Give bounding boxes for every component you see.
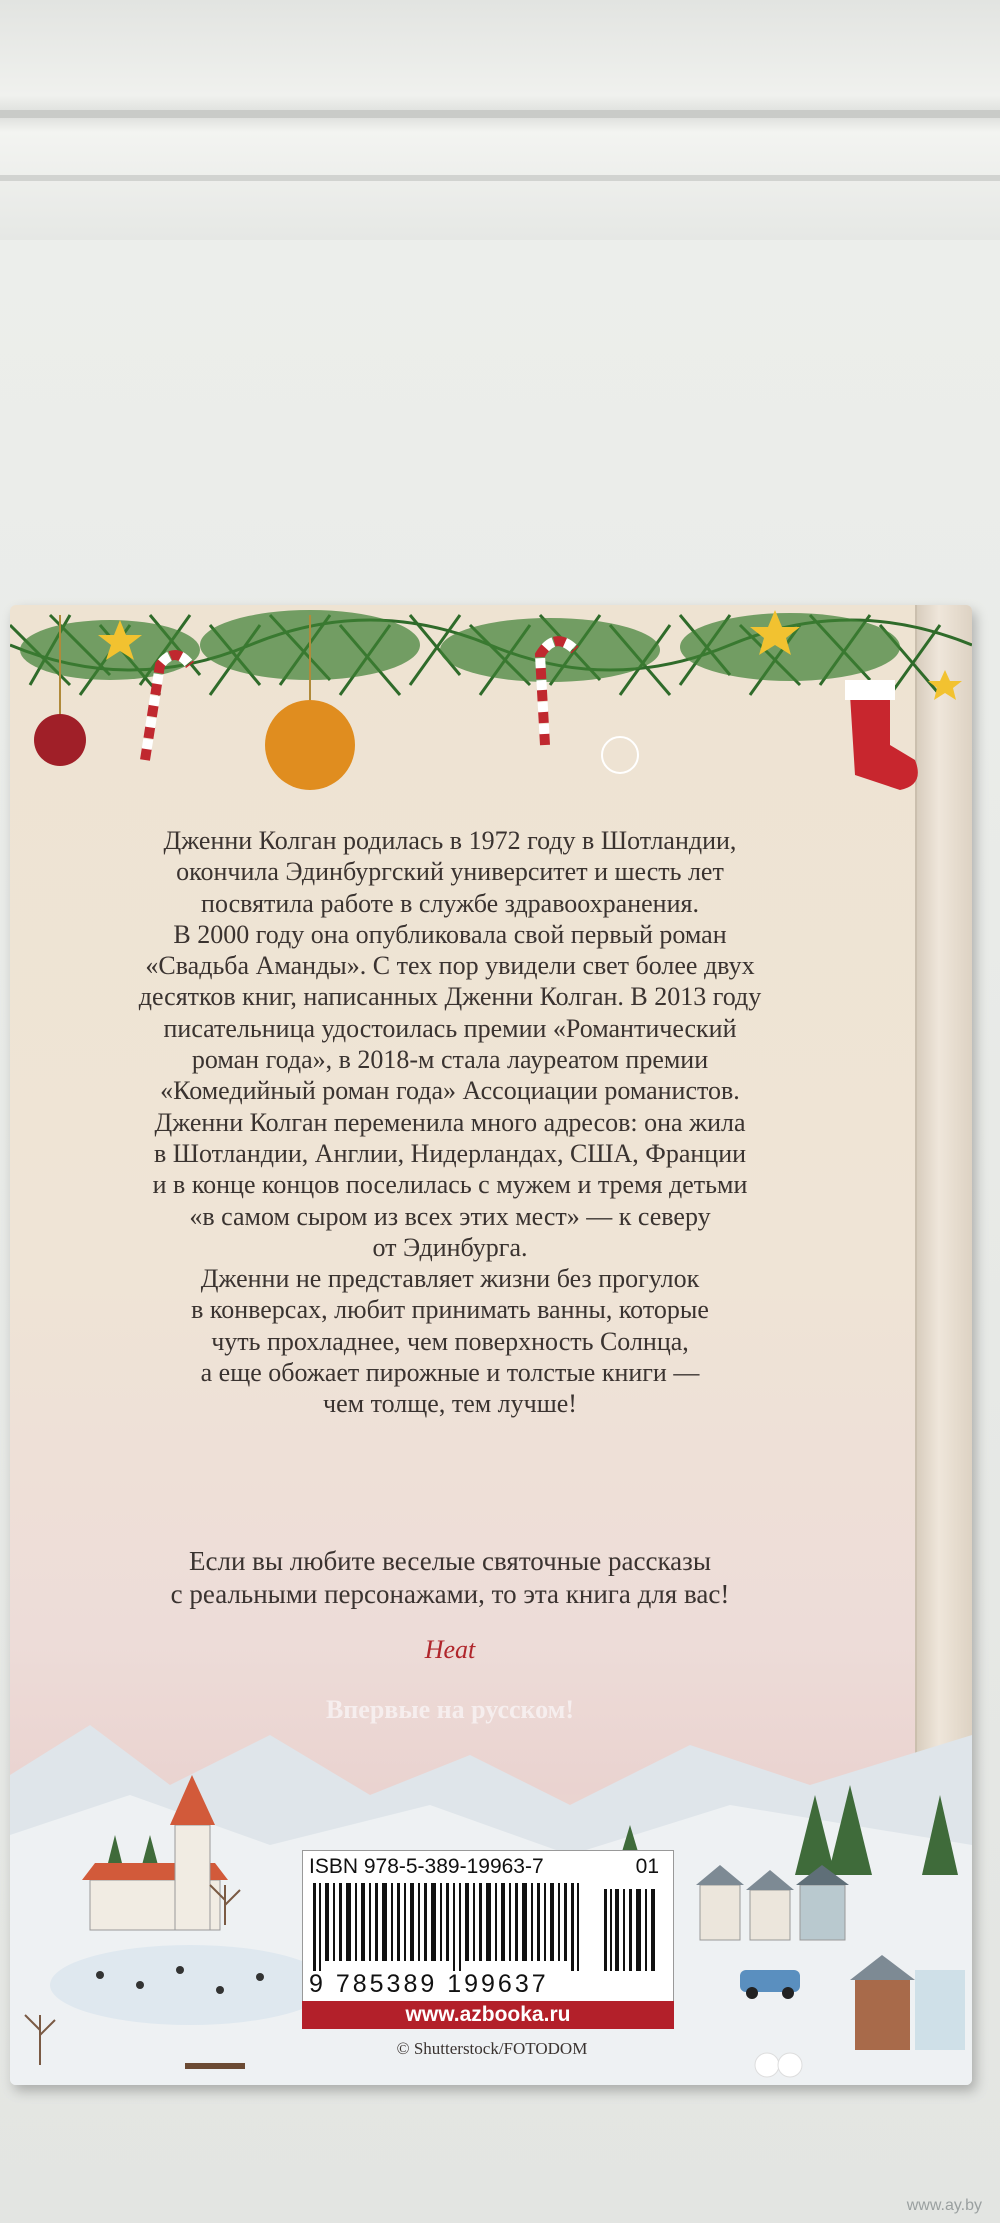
bio-line: в Шотландии, Англии, Нидерландах, США, Франции xyxy=(153,1138,747,1168)
bio-line: посвятила работе в службе здравоохранения. xyxy=(201,888,699,918)
bio-line: роман года», в 2018-м стала лауреатом премии xyxy=(191,1045,709,1075)
bio-line: окончила Эдинбургский университет и шесть лет xyxy=(176,857,724,887)
author-biography xyxy=(10,825,890,1420)
image-credit: © Shutterstock/FOTODOM xyxy=(396,2039,588,2058)
isbn-number: ISBN 978-5-389-19963-7 xyxy=(309,1855,544,1878)
bio-line: писательница удостоилась премии «Романтический xyxy=(163,1013,737,1043)
christmas-garland xyxy=(10,605,972,795)
bio-line: от Эдинбурга. xyxy=(372,1232,528,1262)
bio-line: Дженни Колган родилась в 1972 году в Шотландии, xyxy=(163,826,737,855)
site-watermark: www.ay.by xyxy=(906,2197,982,2214)
bio-line: «Свадьба Аманды». С тех пор увидели свет более двух xyxy=(145,951,755,981)
bio-line: «в самом сыром из всех этих мест» — к северу xyxy=(189,1201,711,1231)
shelf-edge xyxy=(0,110,1000,118)
review-quote xyxy=(10,1545,890,1611)
ean-digits: 9 785389 199637 xyxy=(309,1970,549,1998)
bio-line: чем толще, тем лучше! xyxy=(323,1389,577,1419)
book-back-cover xyxy=(10,605,972,2085)
tagline: Впервые на русском! xyxy=(325,1695,575,1724)
isbn-addon: 01 xyxy=(635,1855,659,1878)
bio-line: «Комедийный роман года» Ассоциации романистов. xyxy=(160,1076,740,1106)
bio-line: а еще обожает пирожные и толстые книги — xyxy=(200,1358,700,1388)
quote-source: Heat xyxy=(424,1635,476,1664)
isbn-barcode xyxy=(302,1850,674,2002)
bio-line: десятков книг, написанных Дженни Колган. В 2013 году xyxy=(138,982,762,1012)
bio-line: и в конце концов поселилась с мужем и тремя детьми xyxy=(152,1170,748,1200)
shelf-edge xyxy=(0,175,1000,181)
bio-line: чуть прохладнее, чем поверхность Солнца, xyxy=(211,1326,689,1356)
publisher-website: www.azbooka.ru xyxy=(302,2001,674,2029)
bio-line: В 2000 году она опубликовала свой первый роман xyxy=(173,919,727,949)
shelf xyxy=(0,0,1000,240)
barcode-bars xyxy=(309,1883,667,1971)
quote-line: с реальными персонажами, то эта книга для вас! xyxy=(170,1579,730,1609)
bio-line: в конверсах, любит принимать ванны, которые xyxy=(191,1295,709,1325)
bio-line: Дженни не представляет жизни без прогулок xyxy=(200,1264,700,1294)
quote-line: Если вы любите веселые святочные рассказы xyxy=(189,1546,711,1576)
bio-line: Дженни Колган переменила много адресов: она жила xyxy=(154,1107,746,1137)
